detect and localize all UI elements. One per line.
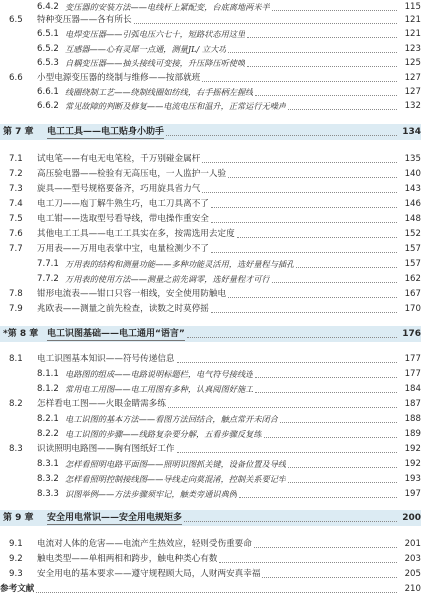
dot-leader xyxy=(202,161,397,163)
toc-entry[interactable] xyxy=(0,14,421,26)
toc-entry[interactable] xyxy=(0,86,421,98)
entry-number: 7.3 xyxy=(9,184,23,194)
entry-number: 8.3.2 xyxy=(37,474,59,484)
dot-leader xyxy=(247,65,397,67)
dot-leader xyxy=(202,191,397,193)
toc-entry[interactable] xyxy=(0,1,421,13)
toc-entry[interactable] xyxy=(0,488,421,500)
entry-number: 8.2.2 xyxy=(37,429,59,439)
page-number: 127 xyxy=(404,73,421,83)
dot-leader xyxy=(237,236,397,238)
entry-title: 万用表的结构和测量功能——多种功能灵活用，选好量程与插孔 xyxy=(65,259,295,269)
toc-entry[interactable] xyxy=(0,153,421,165)
page-number: 187 xyxy=(404,399,421,409)
toc-entry[interactable] xyxy=(0,353,421,365)
entry-number: 7.7 xyxy=(9,244,23,254)
entry-number: 7.8 xyxy=(9,289,23,299)
entry-title: 旋具——型号规格要备齐，巧用旋具省力气 xyxy=(37,184,201,194)
dot-leader xyxy=(211,311,397,313)
toc-entry[interactable] xyxy=(0,553,421,565)
toc-entry[interactable] xyxy=(0,228,421,240)
page-number: 143 xyxy=(404,184,421,194)
dot-leader xyxy=(254,546,397,548)
entry-title: 电工钳——选取型号看导线，带电操作重安全 xyxy=(37,214,209,224)
entry-number: 6.6.1 xyxy=(37,87,59,97)
entry-title: 钳形电流表——钳口只容一相线，安全使用防触电 xyxy=(37,289,227,299)
toc-entry[interactable] xyxy=(0,383,421,395)
entry-number: 6.5.2 xyxy=(37,44,59,54)
entry-number: 6.6.2 xyxy=(37,101,59,111)
references-entry[interactable] xyxy=(0,583,421,595)
dot-leader xyxy=(272,9,397,11)
page-number: 121 xyxy=(404,15,421,25)
page-number: 188 xyxy=(404,414,421,424)
entry-title: 线圈绕制工艺——绕制线圈如纺线，右手摇柄左握线 xyxy=(65,87,254,97)
entry-title: 兆欧表——测量之前先检查，读数之时莫停摇 xyxy=(37,304,209,314)
entry-number: 6.5.3 xyxy=(37,58,59,68)
dot-leader xyxy=(288,481,397,483)
page-number: 189 xyxy=(404,429,421,439)
entry-number: 9.2 xyxy=(9,554,23,564)
entry-number: 6.4.2 xyxy=(37,2,59,12)
entry-number: 8.1.2 xyxy=(37,384,59,394)
dot-leader xyxy=(296,266,397,268)
page-number: 167 xyxy=(404,289,421,299)
toc-entry[interactable] xyxy=(0,57,421,69)
page-number: 152 xyxy=(404,229,421,239)
entry-number: *第 8 章 xyxy=(3,329,39,339)
toc-entry[interactable] xyxy=(0,43,421,55)
entry-number: 6.6 xyxy=(9,73,23,83)
entry-title: 特种变压器——各有所长 xyxy=(37,15,132,25)
page-number: 121 xyxy=(404,29,421,39)
dot-leader xyxy=(177,451,397,453)
dot-leader xyxy=(166,134,397,136)
dot-leader xyxy=(177,361,397,363)
dot-leader xyxy=(184,520,397,522)
dot-leader xyxy=(202,80,397,82)
chapter-entry[interactable] xyxy=(0,126,421,138)
toc-entry[interactable] xyxy=(0,100,421,112)
dot-leader xyxy=(228,296,397,298)
toc-entry[interactable] xyxy=(0,398,421,410)
page-number: 177 xyxy=(404,354,421,364)
page-number: 205 xyxy=(404,569,421,579)
entry-number: 8.2.1 xyxy=(37,414,59,424)
toc-entry[interactable] xyxy=(0,538,421,550)
page-number: 162 xyxy=(404,274,421,284)
entry-title: 电流对人体的危害——电流产生热效应，轻则受伤重要命 xyxy=(37,539,252,549)
toc-entry[interactable] xyxy=(0,568,421,580)
entry-title: 怎样看电工图——火眼金睛需多练 xyxy=(37,399,166,409)
entry-number: 8.3 xyxy=(9,444,23,454)
entry-title: 电工刀——庖丁解牛熟生巧，电工刀具离不了 xyxy=(37,199,209,209)
page-number: 197 xyxy=(404,489,421,499)
page-number: 123 xyxy=(404,44,421,54)
dot-leader xyxy=(211,251,397,253)
dot-leader xyxy=(288,466,397,468)
entry-title: 电工识图基础——电工通用“语言” xyxy=(47,328,185,339)
page-number: 127 xyxy=(404,87,421,97)
entry-title: 常用电工用图——电工用图有多种，认真阅图好施工 xyxy=(65,384,254,394)
entry-number: 9.3 xyxy=(9,569,23,579)
entry-number: 7.4 xyxy=(9,199,23,209)
entry-title: 试电笔——有电无电笔检，千万别碰金属杆 xyxy=(37,154,201,164)
entry-number: 7.7.1 xyxy=(37,259,59,269)
toc-entry[interactable] xyxy=(0,368,421,380)
entry-title: 万用表的使用方法——测量之前先调零，选好量程才可行 xyxy=(65,274,270,284)
dot-leader xyxy=(280,421,397,423)
dot-leader xyxy=(187,336,397,338)
page-number: 192 xyxy=(404,444,421,454)
toc-entry[interactable] xyxy=(0,288,421,300)
entry-number: 7.7.2 xyxy=(37,274,59,284)
dot-leader xyxy=(168,406,397,408)
entry-title: 自耦变压器——抽头接线可变接，升压降压听使唤 xyxy=(65,58,246,68)
toc-entry[interactable] xyxy=(0,413,421,425)
toc-entry[interactable] xyxy=(0,243,421,255)
page-number: 157 xyxy=(404,244,421,254)
entry-number: 7.1 xyxy=(9,154,23,164)
chapter-entry[interactable] xyxy=(0,328,421,340)
dot-leader xyxy=(219,561,397,563)
dot-leader xyxy=(239,496,397,498)
toc-entry[interactable] xyxy=(0,303,421,315)
entry-title: 其他电工工具——电工工具实在多，按需选用去定度 xyxy=(37,229,235,239)
dot-leader xyxy=(134,22,397,24)
page-number: 200 xyxy=(402,513,421,523)
entry-number: 8.1.1 xyxy=(37,369,59,379)
entry-title: 高压验电器——检验有无高压电，一人监护一人验 xyxy=(37,169,227,179)
page-number: 176 xyxy=(402,329,421,339)
entry-title: 电路图的组成——电路说明标题栏，电气符号接线连 xyxy=(65,369,254,379)
toc-entry[interactable] xyxy=(0,72,421,84)
entry-number: 第 9 章 xyxy=(3,513,34,523)
dot-leader xyxy=(255,391,397,393)
entry-number: 8.2 xyxy=(9,399,23,409)
page-number: 193 xyxy=(404,474,421,484)
entry-number: 6.5 xyxy=(9,15,23,25)
toc-entry[interactable] xyxy=(0,198,421,210)
page-number: 210 xyxy=(404,584,421,594)
toc-entry[interactable] xyxy=(0,428,421,440)
page-number: 177 xyxy=(404,369,421,379)
entry-title: 电工识图的步骤——线路复杂要分解，五看步骤反复练 xyxy=(65,429,262,439)
page-number: 146 xyxy=(404,199,421,209)
page-number: 135 xyxy=(404,154,421,164)
entry-title: 怎样看照明电路平面图——照明识图抓关键，设备位置及导线 xyxy=(65,459,287,469)
page-number: 132 xyxy=(404,101,421,111)
entry-title: 安全用电常识——安全用电规矩多 xyxy=(47,512,183,523)
page-number: 148 xyxy=(404,214,421,224)
entry-title: 触电类型——单相两相和跨步，触电种类心有数 xyxy=(37,554,218,564)
dot-leader xyxy=(228,176,397,178)
entry-title: 识读照明电路图——胸有图纸好工作 xyxy=(37,444,175,454)
page-number: 115 xyxy=(404,2,421,12)
toc-entry[interactable] xyxy=(0,183,421,195)
entry-title: 怎样看照明控制接线图——导线走向莫混淆，控制关系要记牢 xyxy=(65,474,287,484)
entry-title: 变压器的安装方法——电线杆上紧配变，台底离地两米半 xyxy=(65,2,270,12)
entry-title: 互感器——心有灵犀一点通，测量JL/ 立大功 xyxy=(65,44,227,54)
toc-entry[interactable] xyxy=(0,168,421,180)
entry-number: 8.3.1 xyxy=(37,459,59,469)
chapter-entry[interactable] xyxy=(0,512,421,524)
toc-entry[interactable] xyxy=(0,273,421,285)
dot-leader xyxy=(272,281,397,283)
entry-title: 安全用电的基本要求——遵守规程顾大局，人财两安真幸福 xyxy=(37,569,261,579)
page-number: 170 xyxy=(404,304,421,314)
page-number: 192 xyxy=(404,459,421,469)
dot-leader xyxy=(255,94,397,96)
entry-title: 参考文献 xyxy=(0,584,35,594)
page-number: 203 xyxy=(404,554,421,564)
dot-leader xyxy=(211,221,397,223)
page-number: 201 xyxy=(404,539,421,549)
entry-title: 电工工具——电工贴身小助手 xyxy=(47,126,165,137)
entry-number: 7.5 xyxy=(9,214,23,224)
toc-entry[interactable] xyxy=(0,443,421,455)
toc-entry[interactable] xyxy=(0,458,421,470)
dot-leader xyxy=(228,51,397,53)
toc-entry[interactable] xyxy=(0,213,421,225)
entry-title: 电工识图的基本方法——看图方法回结合，触点常开未闭合 xyxy=(65,414,278,424)
entry-title: 识图举例——方法步骤须牢记，触类旁通识典例 xyxy=(65,489,237,499)
page-number: 134 xyxy=(402,127,421,137)
page-number: 157 xyxy=(404,259,421,269)
page-number: 184 xyxy=(404,384,421,394)
entry-title: 电焊变压器——引弧电压六七十，短路状态用这里 xyxy=(65,29,246,39)
entry-number: 第 7 章 xyxy=(3,127,34,137)
entry-number: 9.1 xyxy=(9,539,23,549)
entry-number: 7.2 xyxy=(9,169,23,179)
toc-entry[interactable] xyxy=(0,473,421,485)
entry-title: 电工识图基本知识——符号传递信息 xyxy=(37,354,175,364)
entry-title: 小型电源变压器的绕制与维修——按部就班 xyxy=(37,73,201,83)
entry-number: 7.6 xyxy=(9,229,23,239)
toc-entry[interactable] xyxy=(0,28,421,40)
entry-number: 7.9 xyxy=(9,304,23,314)
entry-title: 万用表——万用电表掌中宝，电量检测少不了 xyxy=(37,244,209,254)
dot-leader xyxy=(211,206,397,208)
dot-leader xyxy=(247,36,397,38)
entry-number: 8.3.3 xyxy=(37,489,59,499)
page-number: 140 xyxy=(404,169,421,179)
dot-leader xyxy=(255,376,397,378)
toc-entry[interactable] xyxy=(0,258,421,270)
page-number: 125 xyxy=(404,58,421,68)
dot-leader xyxy=(262,576,397,578)
entry-number: 6.5.1 xyxy=(37,29,59,39)
dot-leader xyxy=(264,436,397,438)
entry-number: 8.1 xyxy=(9,354,23,364)
entry-title: 常见故障的判断及修复——电流电压和温升，正常运行无噪声 xyxy=(65,101,287,111)
dot-leader xyxy=(288,108,397,110)
